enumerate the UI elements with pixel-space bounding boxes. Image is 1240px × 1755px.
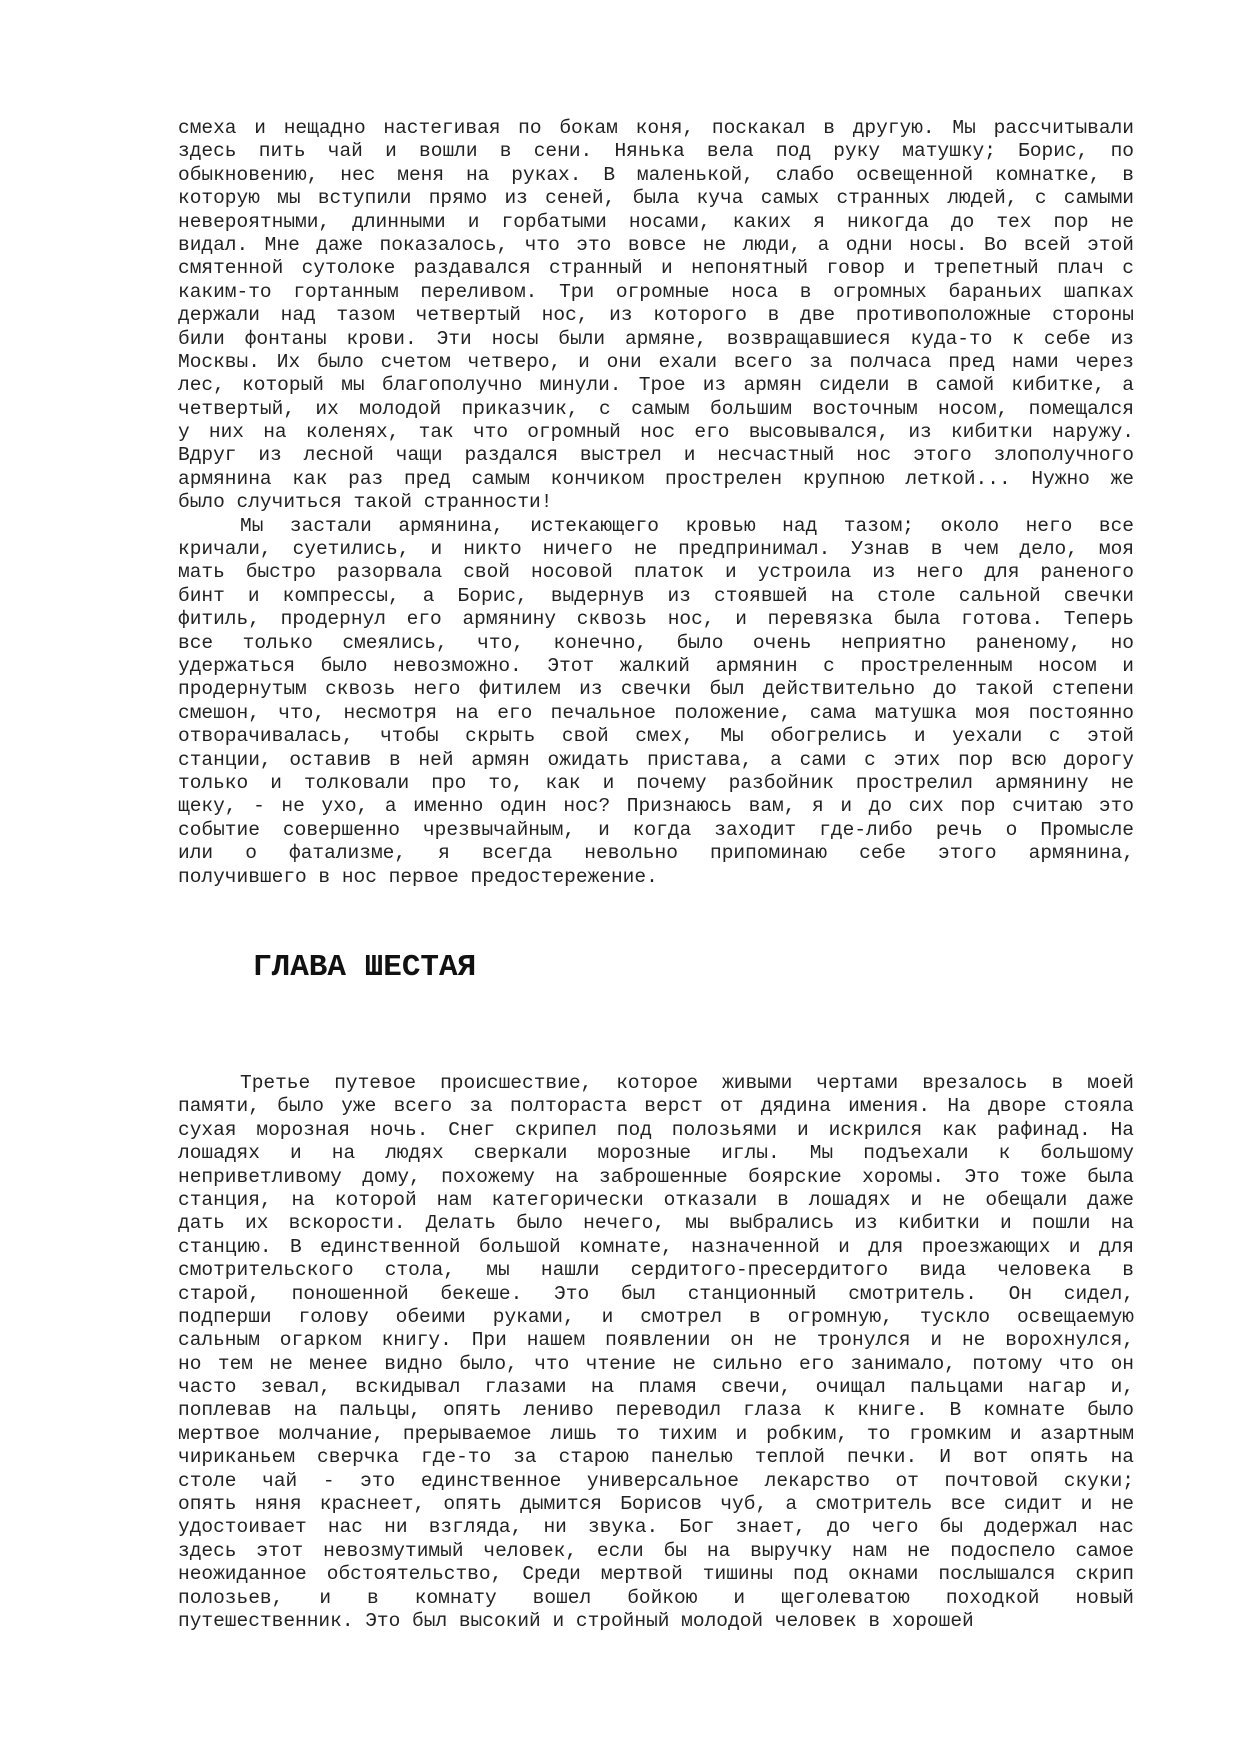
text-line: мать быстро разорвала свой носовой платок и устроила из него для раненого <box>178 561 1134 584</box>
text-line: неприветливому дому, похожему на заброшенные боярские хоромы. Это тоже была <box>178 1165 1134 1188</box>
text-block-before-chapter <box>178 117 1134 889</box>
text-block-after-chapter <box>178 1072 1134 1633</box>
paragraph <box>178 515 1134 889</box>
paragraph-group <box>178 1072 1134 1633</box>
text-line: событие совершенно чрезвычайным, и когда заходит где-либо речь о Промысле <box>178 818 1134 841</box>
text-line: видал. Мне даже показалось, что это вовсе не люди, а одни носы. Во всей этой <box>178 233 1134 256</box>
text-line: мертвое молчание, прерываемое лишь то тихим и робким, то громким и азартным <box>178 1422 1134 1445</box>
text-line: Москвы. Их было счетом четверо, и они ехали всего за полчаса пред нами через <box>178 350 1134 373</box>
text-line: фитиль, продернул его армянину сквозь нос, и перевязка была готова. Теперь <box>178 608 1134 631</box>
text-line: Третье путевое происшествие, которое живыми чертами врезалось в моей <box>240 1072 1134 1094</box>
text-line: смешон, что, несмотря на его печальное положение, сама матушка моя постоянно <box>178 701 1134 724</box>
text-line: часто зевал, вскидывал глазами на пламя свечи, очищал пальцами нагар и, <box>178 1376 1134 1399</box>
text-line: сухая морозная ночь. Снег скрипел под полозьями и искрился как рафинад. На <box>178 1118 1134 1141</box>
text-line: смотрительского стола, мы нашли сердитого-пресердитого вида человека в <box>178 1259 1134 1282</box>
paragraph <box>178 117 1134 515</box>
text-line: армянина как раз пред самым кончиком прострелен крупною леткой... Нужно же <box>178 467 1134 490</box>
paragraph <box>178 1072 1134 1633</box>
text-line: получившего в нос первое предостережение. <box>178 865 658 888</box>
text-line: только и толковали про то, как и почему разбойник прострелил армянину не <box>178 771 1134 794</box>
text-line: все только смеялись, что, конечно, было очень неприятно раненому, но <box>178 631 1134 654</box>
text-line: здесь этот невозмутимый человек, если бы на выручку нам не подоспело самое <box>178 1539 1134 1562</box>
text-line: здесь пить чай и вошли в сени. Нянька вела под руку матушку; Борис, по <box>178 140 1134 163</box>
text-line: дать их вскорости. Делать было нечего, мы выбрались из кибитки и пошли на <box>178 1212 1134 1235</box>
text-line: кричали, суетились, и никто ничего не предпринимал. Узнав в чем дело, моя <box>178 538 1134 561</box>
text-line: опять няня краснеет, опять дымится Борисов чуб, а смотритель все сидит и не <box>178 1493 1134 1516</box>
text-line: станцию. В единственной большой комнате, назначенной и для проезжающих и для <box>178 1235 1134 1258</box>
text-line: отворачивалась, чтобы скрыть свой смех, Мы обогрелись и уехали с этой <box>178 725 1134 748</box>
text-line: памяти, было уже всего за полтораста верст от дядина имения. На дворе стояла <box>178 1095 1134 1118</box>
text-line: поплевав на пальцы, опять лениво переводил глаза к книге. В комнате было <box>178 1399 1134 1422</box>
text-line: били фонтаны крови. Эти носы были армяне, возвращавшиеся куда-то к себе из <box>178 327 1134 350</box>
text-line: держали над тазом четвертый нос, из которого в две противоположные стороны <box>178 304 1134 327</box>
text-line: каким-то гортанным переливом. Три огромные носа в огромных бараньих шапках <box>178 280 1134 303</box>
text-line: полозьев, и в комнату вошел бойкою и щеголеватою походкой новый <box>178 1586 1134 1609</box>
text-line: у них на коленях, так что огромный нос его высовывался, из кибитки наружу. <box>178 421 1134 444</box>
text-line: или о фатализме, я всегда невольно припоминаю себе этого армянина, <box>178 842 1134 865</box>
text-line: удостоивает нас ни взгляда, ни звука. Бог знает, до чего бы додержал нас <box>178 1516 1134 1539</box>
chapter-title: ГЛАВА ШЕСТАЯ <box>253 950 477 985</box>
text-line: станции, оставив в ней армян ожидать пристава, а сами с этих пор всю дорогу <box>178 748 1134 771</box>
text-line: обыкновению, нес меня на руках. В маленькой, слабо освещенной комнатке, в <box>178 163 1134 186</box>
text-line: но тем не менее видно было, что чтение не сильно его занимало, потому что он <box>178 1352 1134 1375</box>
text-line: неожиданное обстоятельство, Среди мертвой тишины под окнами послышался скрип <box>178 1563 1134 1586</box>
text-line: невероятными, длинными и горбатыми носами, каких я никогда до тех пор не <box>178 210 1134 233</box>
text-line: щеку, - не ухо, а именно один нос? Признаюсь вам, я и до сих пор считаю это <box>178 795 1134 818</box>
text-line: удержаться было невозможно. Этот жалкий армянин с простреленным носом и <box>178 654 1134 677</box>
text-line: столе чай - это единственное универсальное лекарство от почтовой скуки; <box>178 1469 1134 1492</box>
text-line: лес, который мы благополучно минули. Трое из армян сидели в самой кибитке, а <box>178 374 1134 397</box>
text-line: было случиться такой странности! <box>178 491 553 514</box>
text-line: бинт и компрессы, а Борис, выдернув из стоявшей на столе сальной свечки <box>178 584 1134 607</box>
text-line: сальным огарком книгу. При нашем появлении он не тронулся и не ворохнулся, <box>178 1329 1134 1352</box>
text-line: Мы застали армянина, истекающего кровью над тазом; около него все <box>240 514 1134 537</box>
text-line: смятенной сутолоке раздавался странный и непонятный говор и трепетный плач с <box>178 257 1134 280</box>
text-line: станция, на которой нам категорически отказали в лошадях и не обещали даже <box>178 1188 1134 1211</box>
paragraph-group <box>178 117 1134 889</box>
text-line: четвертый, их молодой приказчик, с самым большим восточным носом, помещался <box>178 397 1134 420</box>
text-line: лошадях и на людях сверкали морозные иглы. Мы подъехали к большому <box>178 1142 1134 1165</box>
text-line: смеха и нещадно настегивая по бокам коня, поскакал в другую. Мы рассчитывали <box>178 117 1134 139</box>
text-line: путешественник. Это был высокий и стройный молодой человек в хорошей <box>178 1609 974 1632</box>
text-line: продернутым сквозь него фитилем из свечки был действительно до такой степени <box>178 678 1134 701</box>
text-line: Вдруг из лесной чащи раздался выстрел и несчастный нос этого злополучного <box>178 444 1134 467</box>
text-line: старой, поношенной бекеше. Это был станционный смотритель. Он сидел, <box>178 1282 1134 1305</box>
text-line: которую мы вступили прямо из сеней, была куча самых странных людей, с самыми <box>178 187 1134 210</box>
text-line: подперши голову обеими руками, и смотрел в огромную, тускло освещаемую <box>178 1305 1134 1328</box>
text-line: чириканьем сверчка где-то за старою панелью теплой печки. И вот опять на <box>178 1446 1134 1469</box>
